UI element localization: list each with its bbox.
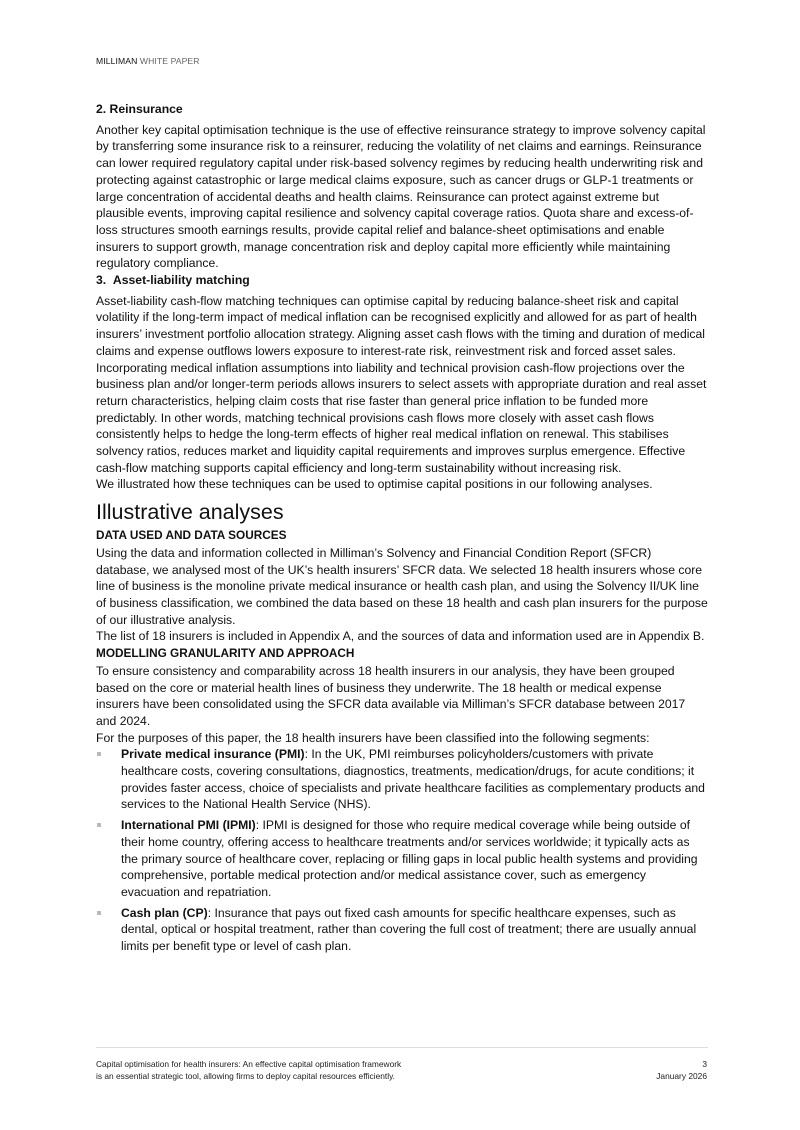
data-list-note: The list of 18 insurers is included in Appendix A, and the sources of data and information used are in Appendix B. [96,629,705,644]
segment-text: : IPMI is designed for those who require medical coverage while being outside of their home country, offering access to healthcare treatments and/or services worldwide; it typically acts as the primary source of healthcare cover, replacing or filling gaps in local public health systems and providing comprehensive, portable medical protection and/or medical assistance cover, such as emergency evacuation and repatriation. [121,818,698,899]
segments-intro: For the purposes of this paper, the 18 health insurers have been classified into the following segments: [96,730,650,745]
bullet-square-icon [97,752,101,756]
list-item [96,817,708,901]
main-content [96,101,708,959]
footer-line-2: is an essential strategic tool, allowing firms to deploy capital resources efficiently. [96,1070,396,1081]
header-brand: MILLIMAN [96,56,138,66]
reinsurance-heading: 2. Reinsurance [96,102,183,116]
footer-title [96,1059,516,1082]
footer-line-1: Capital optimisation for health insurers: An effective capital optimisation framework [96,1059,402,1069]
header-subtitle: WHITE PAPER [139,56,200,66]
footer-date: January 2026 [656,1070,707,1081]
segment-term: International PMI (IPMI) [121,818,256,833]
modelling-body: To ensure consistency and comparability across 18 health insurers in our analysis, they have been grouped based on the core or material health lines of business they underwrite. The 18 health or medical expense insurers have been consolidated using the SFCR data available via Milliman’s SFCR database between 2017 and 2024. [96,663,686,728]
segments-list [96,746,708,954]
list-item [96,746,708,813]
data-sources-body: Using the data and information collected in Milliman’s Solvency and Financial Condition Report (SFCR) database, we analysed most of the UK’s health insurers’ SFCR data. We selected 18 health insurers whose core line of business is the monoline private medical insurance or health cash plan, and using the Solvency II/UK line of business classification, we combined the data based on these 18 health and cash plan insurers for the purpose of our illustrative analysis. [96,545,708,627]
alm-heading: 3. Asset-liability matching [96,273,250,288]
data-sources-heading: DATA USED AND DATA SOURCES [96,528,287,543]
reinsurance-body: Another key capital optimisation technique is the use of effective reinsurance strategy to improve solvency capital by transferring some insurance risk to a reinsurer, reducing the volatility of net claims and earnings. Reinsurance can lower required regulatory capital under risk-based solvency regimes by reducing health underwriting risk and protecting against catastrophic or large medical claims exposure, such as cancer drugs or GLP-1 treatments or large concentration of accidental deaths and health claims. Reinsurance can protect against extreme but plausible events, improving capital resilience and solvency capital coverage ratios. Quota share and excess-of-loss structures smooth earnings results, provide capital relief and balance-sheet optimisations and enable insurers to support growth, manage concentration risk and deploy capital more efficiently while maintaining regulatory compliance. [96,122,706,271]
page-number: 3 [702,1059,707,1069]
section-title: Illustrative analyses [96,500,284,525]
segment-text: : In the UK, PMI reimburses policyholders/customers with private healthcare costs, covering consultations, diagnostics, treatments, medication/drugs, for acute conditions; it provides faster access, choice of specialists and private healthcare facilities as complementary products and services to the National Health Service (NHS). [121,747,705,812]
page-header [96,56,200,66]
alm-closing: We illustrated how these techniques can be used to optimise capital positions in our following analyses. [96,477,653,492]
segment-term: Private medical insurance (PMI) [121,747,305,762]
segment-term: Cash plan (CP) [121,905,208,920]
alm-body: Asset-liability cash-flow matching techniques can optimise capital by reducing balance-sheet risk and capital volatility if the long-term impact of medical inflation can be recognised explicitly and allowed for as part of health insurers’ investment portfolio allocation strategy. Aligning asset cash flows with the timing and duration of medical claims and expense outflows lowers exposure to interest-rate risk, reinvestment risk and forced asset sales. Incorporating medical inflation assumptions into liability and technical provision cash-flow projections over the business plan and/or longer-term periods allows insurers to select assets with appropriate duration and real asset return characteristics, helping claim costs that rise faster than general price inflation to be funded more predictably. In other words, matching technical provisions cash flows more closely with asset cash flows consistently helps to hedge the long-term effects of higher real medical inflation on renewal. This stabilises solvency ratios, reduces market and liquidity capital requirements and improves surplus emergence. Effective cash-flow matching supports capital efficiency and long-term sustainability without increasing risk. [96,293,707,475]
footer-meta [656,1059,707,1082]
modelling-heading: MODELLING GRANULARITY AND APPROACH [96,646,355,661]
bullet-square-icon [97,911,101,915]
footer-divider [96,1047,708,1048]
segment-text: : Insurance that pays out fixed cash amounts for specific healthcare expenses, such as dental, optical or hospital treatment, rather than covering the full cost of treatment; there are usually annual limits per benefit type or level of cash plan. [121,905,697,954]
list-item [96,905,708,955]
bullet-square-icon [97,823,101,827]
